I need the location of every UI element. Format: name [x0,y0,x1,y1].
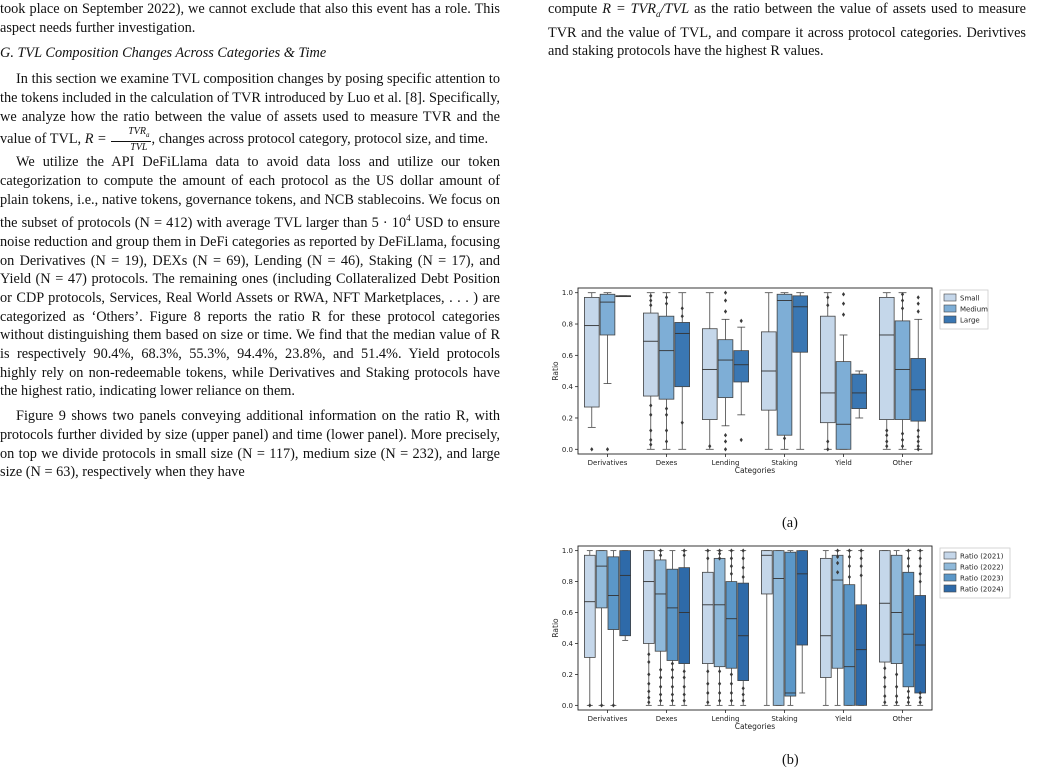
box-outlier [724,298,727,302]
box-rect [596,551,607,608]
box-outlier [649,413,652,417]
box-outlier [883,675,886,679]
p2-text-a: We utilize the API DeFiLlama data to avoid data loss and utilize our token categorization to compute the amount of each protocol as the US dollar amount of plain tokens, i.e., native tokens, governance tokens, and NCB stablecoins. We focus on the subset of protocols (N = 412) with average TVL larger than [0,154,500,232]
p2-math: 5 · 10 [371,215,407,232]
box-rect [659,316,674,399]
rp0-text-a: compute [548,1,603,17]
box-outlier [885,439,888,443]
legend-label: Small [960,294,980,303]
box-outlier [590,447,593,451]
box-outlier [683,692,686,696]
box-rect [793,296,808,352]
box-outlier [919,548,922,552]
y-tick-label: 0.4 [561,383,573,392]
y-tick-label: 0.8 [561,578,573,587]
p1-frac-num-sub: a [146,131,150,140]
box-outlier [860,548,863,552]
x-axis-label: Categories [734,722,776,731]
box-rect [852,374,867,408]
y-tick-label: 0.2 [561,670,573,679]
legend-label: Ratio (2021) [960,552,1004,561]
box-rect [895,321,910,420]
rp0-text-b: as the ratio between the value of assets used to measure TVR and the value of TVL, and compare it across protocol categories. Derivtives and staking protocols have the highest R values. [548,1,1027,60]
box-outlier [895,700,898,704]
box-outlier [683,699,686,703]
box-outlier [730,556,733,560]
box-outlier [730,548,733,552]
box-outlier [706,700,709,704]
box-outlier [901,431,904,435]
box-outlier [681,306,684,310]
box-outlier [706,556,709,560]
box-rect [655,560,666,651]
x-tick-label: Dexes [655,459,678,467]
box-outlier [901,444,904,448]
box-outlier [683,669,686,673]
box-outlier [724,447,727,451]
p2-exp: 4 [406,213,411,224]
legend-swatch [944,563,956,570]
box-outlier [917,439,920,443]
box-outlier [730,564,733,568]
y-tick-label: 1.0 [561,547,573,556]
box-outlier [895,685,898,689]
box-outlier [649,428,652,432]
box-outlier [665,413,668,417]
box-outlier [647,681,650,685]
box-outlier [826,295,829,299]
box-outlier [917,309,920,313]
box-outlier [883,700,886,704]
box-outlier [665,439,668,443]
box-outlier [659,699,662,703]
box-outlier [907,556,910,560]
legend-swatch [944,585,956,592]
box-outlier [659,685,662,689]
box-outlier [742,556,745,560]
box-rect [879,297,894,419]
legend-swatch [944,552,956,559]
box-rect [836,362,851,450]
box-rect [667,569,678,660]
box-rect [820,316,835,422]
box-rect [608,557,619,630]
legend-swatch [944,574,956,581]
legend-swatch [944,305,956,312]
box-outlier [606,447,609,451]
p1-fraction [111,126,150,153]
box-outlier [848,555,851,559]
box-outlier [681,420,684,424]
box-outlier [919,695,922,699]
box-outlier [901,306,904,310]
box-outlier [895,694,898,698]
box-outlier [883,666,886,670]
x-tick-label: Yield [835,459,852,467]
box-outlier [683,553,686,557]
caption-a: (a) [782,515,798,531]
box-outlier [683,675,686,679]
p1-math-r: R = [84,131,107,147]
box-outlier [718,548,721,552]
box-outlier [724,433,727,437]
box-outlier [860,556,863,560]
box-outlier [826,303,829,307]
box-rect [777,294,792,435]
box-outlier [706,669,709,673]
box-outlier [649,442,652,446]
box-rect [702,329,717,420]
box-outlier [842,312,845,316]
box-outlier [649,438,652,442]
box-outlier [647,672,650,676]
p1-text-a: In this section we examine TVL composition changes by posing specific attention to the tokens included in the calculation of TVR introduced by Luo et al. [8]. Specifically, we analyze how the ratio between the value of assets used to measure TVR and the value of TVL, [0,71,500,147]
paragraph-0: took place on September 2022), we cannot exclude that also this event has a role. This aspect needs further investigation. [0,1,500,36]
box-outlier [860,573,863,577]
y-tick-label: 0.4 [561,639,573,648]
box-outlier [647,652,650,656]
box-rect [600,294,615,335]
box-rect [643,551,654,644]
y-axis-label: Ratio [551,618,560,638]
box-outlier [659,675,662,679]
box-outlier [724,439,727,443]
box-outlier [724,309,727,313]
plot-frame [578,288,932,454]
box-outlier [683,685,686,689]
rp0-math: R = TVR [602,1,657,17]
box-outlier [718,681,721,685]
box-outlier [848,548,851,552]
y-tick-label: 0.8 [561,320,573,329]
box-rect [643,313,658,396]
box-outlier [649,294,652,298]
box-outlier [742,686,745,690]
box-outlier [718,699,721,703]
box-outlier [647,660,650,664]
box-outlier [671,675,674,679]
box-outlier [649,303,652,307]
box-outlier [919,556,922,560]
box-rect [891,555,902,663]
box-outlier [671,685,674,689]
box-rect [718,340,733,398]
figure-9a-boxplot [548,280,1030,492]
box-outlier [706,548,709,552]
box-outlier [724,290,727,294]
box-outlier [665,295,668,299]
box-outlier [718,669,721,673]
box-outlier [600,703,603,707]
box-rect [761,551,772,594]
box-outlier [883,694,886,698]
plot-frame [578,546,932,710]
x-tick-label: Yield [835,715,852,723]
y-axis-label: Ratio [551,361,560,381]
box-outlier [917,444,920,448]
box-outlier [842,292,845,296]
right-paragraph-0 [548,0,1026,61]
x-axis-label: Categories [734,466,776,475]
box-rect [773,551,784,706]
box-outlier [706,691,709,695]
box-rect [785,552,796,696]
box-rect [734,351,749,382]
box-rect [856,605,867,706]
x-tick-label: Lending [711,715,740,723]
box-rect [702,572,713,663]
box-outlier [647,700,650,704]
y-tick-label: 0.6 [561,609,573,618]
legend-swatch [944,294,956,301]
box-outlier [742,565,745,569]
box-outlier [647,695,650,699]
box-outlier [683,548,686,552]
box-outlier [588,703,591,707]
paragraph-1 [0,70,500,153]
box-outlier [665,301,668,305]
box-outlier [907,548,910,552]
legend-label: Large [960,316,980,325]
box-outlier [742,699,745,703]
y-tick-label: 1.0 [561,289,573,298]
x-tick-label: Derivatives [587,715,628,723]
box-rect [844,585,855,706]
box-outlier [826,439,829,443]
box-outlier [671,668,674,672]
box-outlier [860,564,863,568]
legend-label: Ratio (2022) [960,563,1004,572]
box-outlier [665,406,668,410]
box-outlier [783,436,786,440]
box-outlier [730,691,733,695]
box-rect [584,555,595,657]
box-outlier [885,433,888,437]
box-outlier [730,681,733,685]
y-tick-label: 0.6 [561,351,573,360]
paragraph-2 [0,153,500,401]
p2-text-b: USD to ensure noise reduction and group them in DeFi categories as reported by DeFiLlama, focusing on Derivatives (N = 19), DEXs (N = 69), Lending (N = 46), Staking (N = 17), and Yield (N = 47) protocols. The remaining ones (including Collateralized Debt Position or CDP protocols, Services, Real World Assets or RWA, NFT Marketplaces, . . . ) are categorized as ‘Others’. Figure 8 reports the ratio R for these protocol categories without distinguishing them based on size or time. We find that the median value of R is respectively 90.4%, 68.3%, 55.3%, 94.4%, 23.8%, and 51.4%. Yield protocols highly rely on non-redeemable tokens, while Derivatives and Staking protocols have the highest ratio, indicating lower reliance on them. [0,215,500,400]
rp0-sub: a [656,8,661,19]
left-column [0,0,500,482]
box-outlier [919,572,922,576]
box-rect [738,583,749,680]
box-outlier [901,298,904,302]
box-outlier [742,548,745,552]
box-outlier [740,438,743,442]
x-tick-label: Dexes [655,715,678,723]
legend-label: Medium [960,305,988,314]
y-tick-label: 0.0 [561,701,573,710]
box-outlier [730,672,733,676]
x-tick-label: Other [892,715,913,723]
p1-frac-den: TVL [130,142,148,154]
box-rect [714,558,725,666]
paragraph-3: Figure 9 shows two panels conveying additional information on the ratio R, with protocols further divided by size (upper panel) and time (lower panel). More precisely, on top we divide protocols in small size (N = 117), medium size (N = 232), and large size (N = 63), respectively when they have [0,408,500,481]
box-outlier [901,438,904,442]
box-outlier [907,700,910,704]
x-tick-label: Staking [771,459,798,467]
box-outlier [907,695,910,699]
x-tick-label: Staking [771,715,798,723]
box-outlier [647,689,650,693]
box-rect [620,551,631,636]
box-rect [726,582,737,669]
box-rect [915,596,926,693]
box-outlier [742,692,745,696]
box-outlier [730,699,733,703]
legend-label: Ratio (2024) [960,585,1004,594]
box-outlier [885,444,888,448]
box-outlier [659,548,662,552]
box-outlier [649,298,652,302]
box-rect [879,551,890,662]
box-outlier [742,575,745,579]
legend-swatch [944,316,956,323]
box-outlier [919,564,922,568]
legend-label: Ratio (2023) [960,574,1004,583]
right-column [548,0,1026,61]
box-outlier [848,575,851,579]
caption-b: (b) [782,752,799,768]
box-outlier [842,301,845,305]
box-outlier [919,579,922,583]
box-rect [584,297,599,407]
x-tick-label: Derivatives [587,459,628,467]
box-outlier [708,444,711,448]
box-outlier [612,703,615,707]
box-rect [903,572,914,686]
p1-text-b: , changes across protocol category, protocol size, and time. [151,131,489,147]
box-outlier [883,685,886,689]
box-outlier [659,553,662,557]
rp0-math2: /TVL [660,1,690,17]
y-tick-label: 0.0 [561,445,573,454]
box-outlier [919,700,922,704]
box-outlier [681,314,684,318]
x-tick-label: Lending [711,459,740,467]
box-outlier [907,689,910,693]
box-outlier [665,428,668,432]
box-outlier [917,301,920,305]
box-outlier [917,435,920,439]
box-outlier [848,564,851,568]
box-outlier [917,428,920,432]
section-heading: G. TVL Composition Changes Across Categories & Time [0,45,327,62]
box-outlier [671,692,674,696]
box-outlier [885,428,888,432]
y-tick-label: 0.2 [561,414,573,423]
p1-frac-num: TVR [128,126,147,138]
box-outlier [659,692,662,696]
box-outlier [671,699,674,703]
box-outlier [706,681,709,685]
box-rect [675,322,690,386]
box-rect [797,551,808,645]
box-outlier [917,295,920,299]
box-outlier [671,661,674,665]
box-outlier [836,548,839,552]
box-rect [679,568,690,664]
figure-9b-boxplot [548,538,1038,748]
box-outlier [649,403,652,407]
box-outlier [895,672,898,676]
box-outlier [907,564,910,568]
box-outlier [659,668,662,672]
box-outlier [730,572,733,576]
box-outlier [740,319,743,323]
box-rect [820,558,831,677]
box-outlier [826,447,829,451]
box-outlier [718,691,721,695]
x-tick-label: Other [892,459,913,467]
